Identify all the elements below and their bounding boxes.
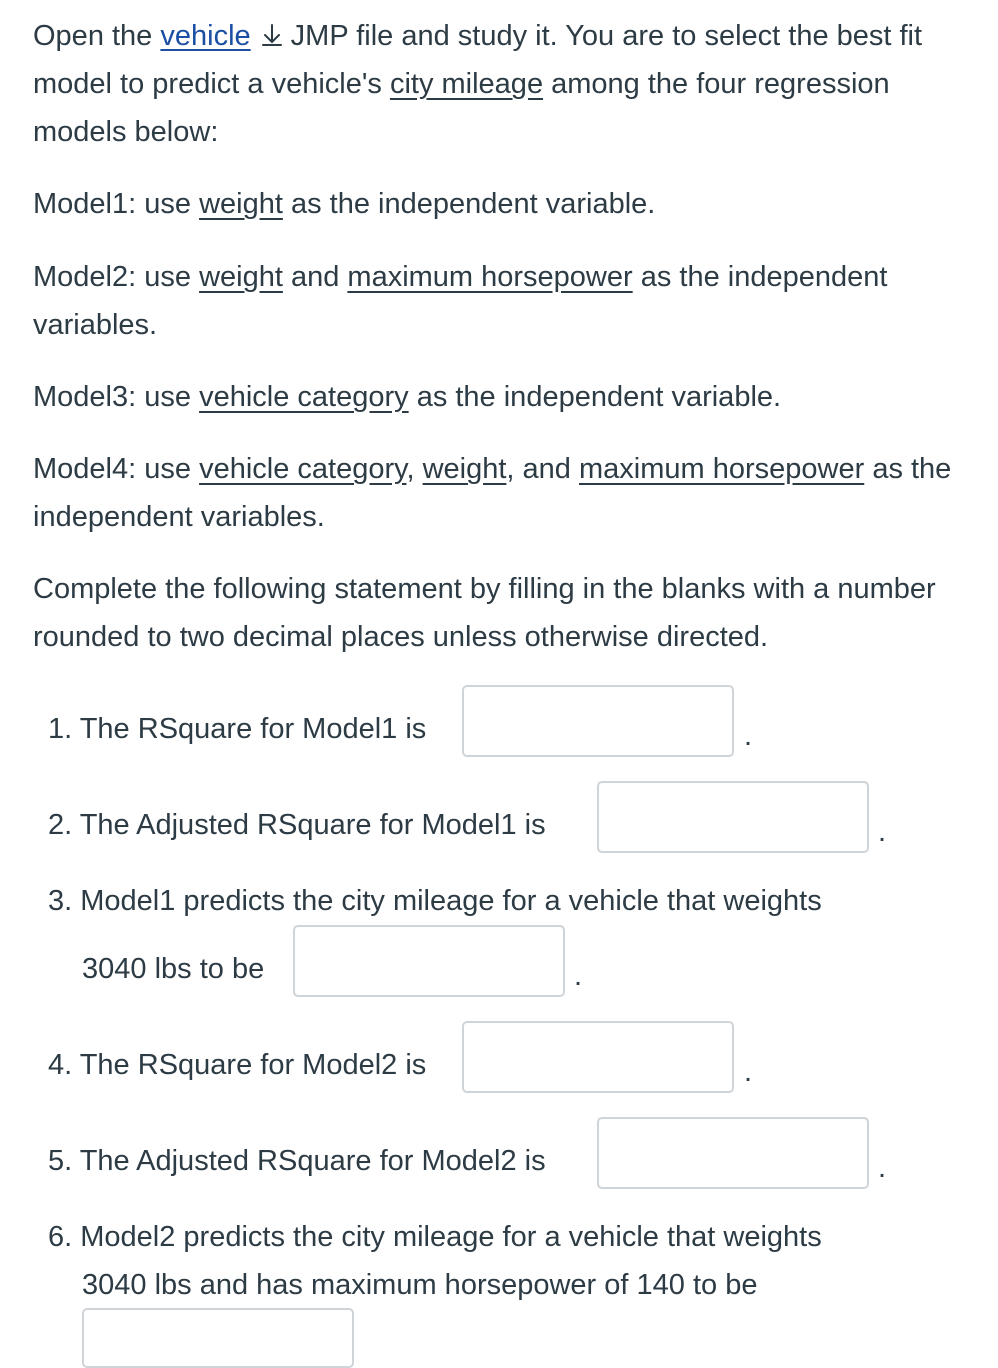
model3-description	[33, 373, 968, 421]
question-6-label-line2: 3040 lbs and has maximum horsepower of 140 to be	[82, 1269, 758, 1301]
model3-prefix: Model3: use	[33, 381, 191, 413]
intro-paragraph	[33, 12, 968, 156]
model4-var-category: vehicle category	[199, 453, 407, 485]
instructions: Complete the following statement by filling in the blanks with a number rounded to two decimal places unless otherwise directed.	[33, 573, 936, 653]
question-4-label: 4. The RSquare for Model2 is	[48, 1049, 427, 1081]
question-3-label: 3. Model1 predicts the city mileage for a vehicle that weights	[48, 885, 822, 917]
model2-var-weight: weight	[199, 261, 283, 293]
question-5-period: .	[878, 1152, 887, 1184]
intro-text-1: Open the	[33, 20, 153, 52]
question-3-label-line2: 3040 lbs to be	[82, 953, 265, 985]
model2-suffix: as the independent variables.	[33, 261, 888, 341]
model4-and: , and	[506, 453, 571, 485]
question-1-label: 1. The RSquare for Model1 is	[48, 713, 427, 745]
model4-suffix: as the independent variables.	[33, 453, 952, 533]
answer-6-input[interactable]	[82, 1308, 354, 1368]
model4-comma: ,	[406, 453, 415, 485]
model4-prefix: Model4: use	[33, 453, 191, 485]
model3-var-category: vehicle category	[199, 381, 409, 413]
target-variable: city mileage	[389, 68, 544, 100]
answer-2-input[interactable]	[597, 781, 869, 853]
vehicle-file-link[interactable]: vehicle	[160, 20, 251, 52]
model2-and: and	[290, 261, 340, 293]
model4-var-weight: weight	[422, 453, 507, 485]
download-icon[interactable]	[259, 22, 285, 48]
model2-prefix: Model2: use	[33, 261, 191, 293]
answer-4-input[interactable]	[462, 1021, 734, 1093]
answer-3-input[interactable]	[293, 925, 565, 997]
question-3-period: .	[574, 960, 583, 992]
model1-description	[33, 180, 968, 228]
question-2-label: 2. The Adjusted RSquare for Model1 is	[48, 809, 546, 841]
answer-1-input[interactable]	[462, 685, 734, 757]
question-1-period: .	[744, 720, 753, 752]
question-4-period: .	[744, 1056, 753, 1088]
model4-description	[33, 445, 968, 541]
intro-text-3: among the four regression models below:	[33, 68, 890, 148]
question-5-label: 5. The Adjusted RSquare for Model2 is	[48, 1145, 546, 1177]
question-2-period: .	[878, 816, 887, 848]
question-6-label: 6. Model2 predicts the city mileage for a vehicle that weights	[48, 1221, 822, 1253]
model3-suffix: as the independent variable.	[416, 381, 782, 413]
model2-var-horsepower: maximum horsepower	[347, 261, 633, 293]
model1-prefix: Model1: use	[33, 188, 191, 220]
model1-var-weight: weight	[199, 188, 283, 220]
model2-description	[33, 253, 968, 349]
model4-var-horsepower: maximum horsepower	[578, 453, 865, 485]
answer-5-input[interactable]	[597, 1117, 869, 1189]
model1-suffix: as the independent variable.	[290, 188, 656, 220]
intro-text-2: JMP file and study it. You are to select the best fit model to predict a vehicle's	[33, 20, 923, 100]
